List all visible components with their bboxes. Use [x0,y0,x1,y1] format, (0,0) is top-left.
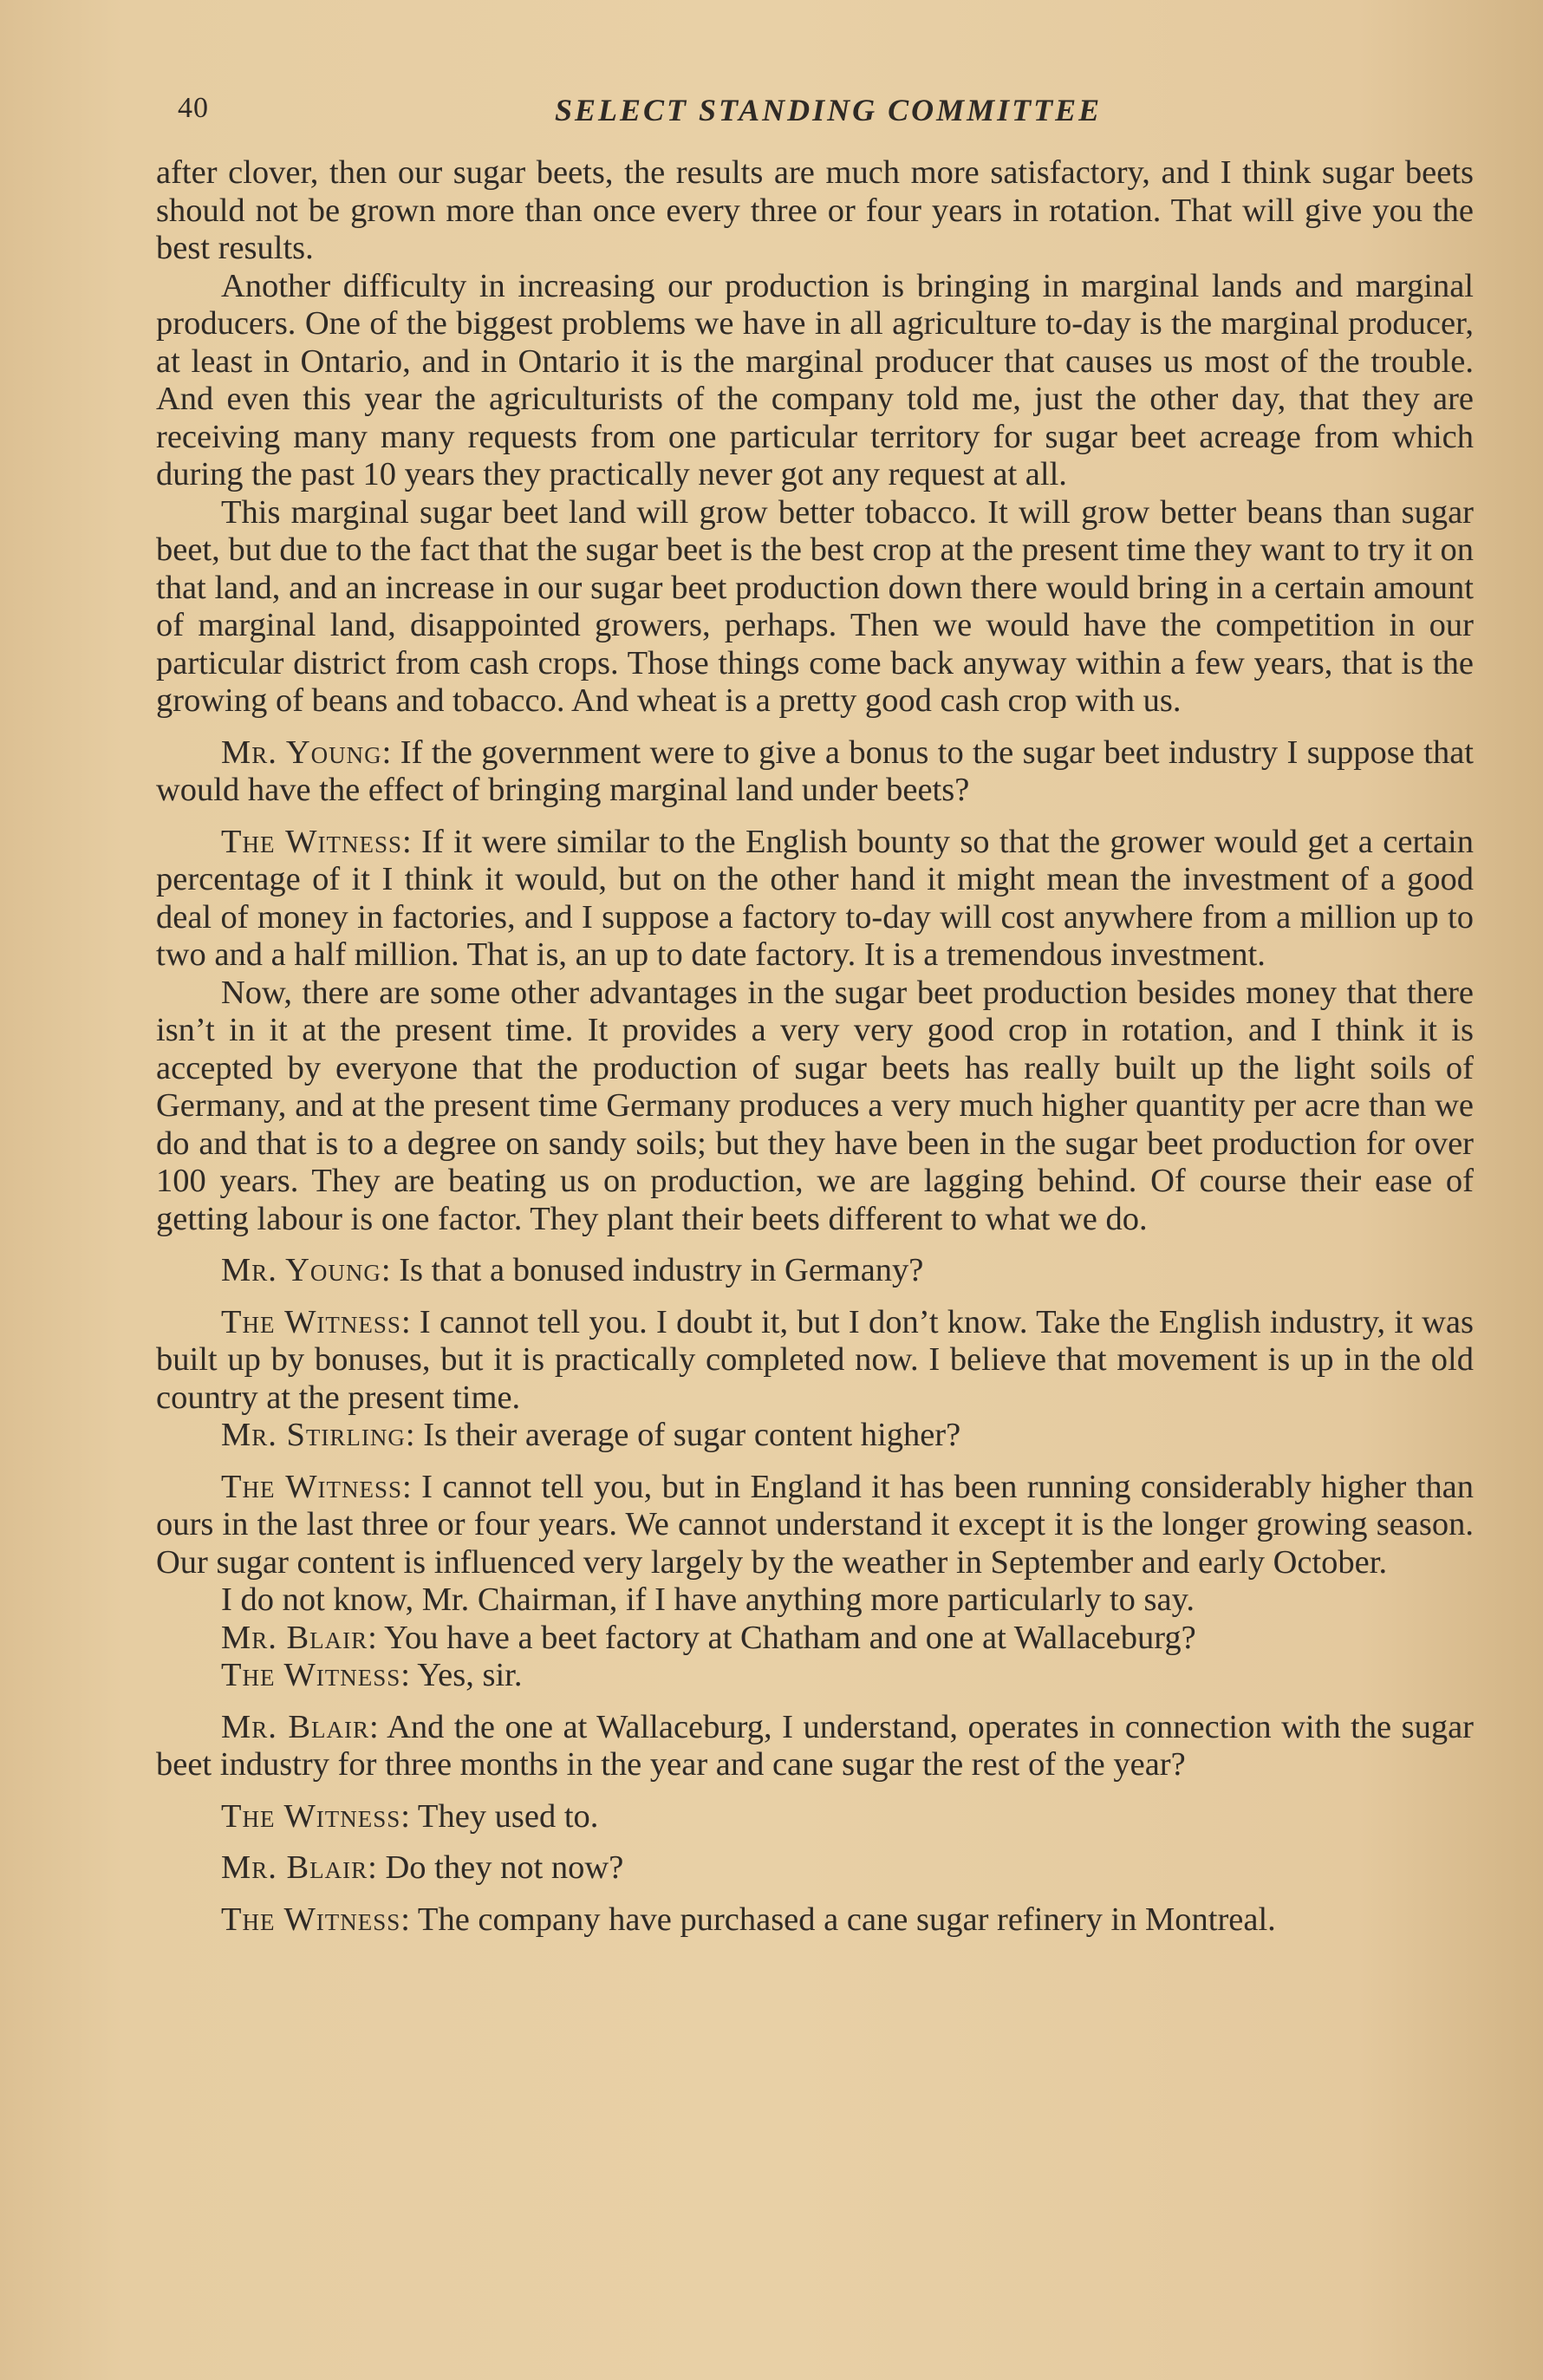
paragraph: after clover, then our sugar beets, the results are much more satisfactory, and I think sugar beets should not be grown more than once every three or four years in rotation. That will give you the best results. [156,154,1474,266]
speaker-name: Mr. Young [221,734,382,771]
page-number: 40 [178,92,209,124]
paragraph: The Witness: They used to. [221,1797,599,1835]
paragraph: This marginal sugar beet land will grow better tobacco. It will grow better beans than sugar beet, but due to the fact that the sugar beet is the best crop at the present time they want to try it on that land, and an increase in our sugar beet production down there would bring in a certain amount of marginal land, disappointed growers, perhaps. Then we would have the competition in our particular district from cash crops. Those things come back anyway within a few years, that is the growing of beans and tobacco. And wheat is a pretty good cash crop with us. [156,493,1474,719]
paragraph: Mr. Young: Is that a bonused industry in Germany? [221,1252,924,1288]
body-text [156,154,1474,1939]
speaker-name: The Witness [221,1797,401,1835]
paragraph: Now, there are some other advantages in the sugar beet production besides money that there isn’t in it at the present time. It provides a very very good crop in rotation, and I think it is accepted by everyone that the production of sugar beets has really built up the light soils of Germany, and at the present time Germany produces a very much higher quantity per acre than we do and that is to a degree on sandy soils; but they have been in the sugar beet production for over 100 years. They are beating us on production, we are lagging behind. Of course their ease of getting labour is one factor. They plant their beets different to what we do. [156,974,1474,1237]
speaker-name: The Witness [221,823,403,860]
paragraph: Mr. Stirling: Is their average of sugar content higher? [221,1417,961,1453]
page-header [178,87,1439,139]
speaker-name: Mr. Young [221,1252,381,1288]
paragraph: I do not know, Mr. Chairman, if I have anything more particularly to say. [221,1581,1195,1618]
speaker-name: Mr. Blair [221,1849,368,1886]
speaker-name: Mr. Stirling [221,1417,406,1453]
speaker-name: The Witness [221,1303,401,1340]
speaker-name: Mr. Blair [221,1708,370,1745]
speaker-name: The Witness [221,1901,401,1938]
paragraph: Mr. Young: If the government were to give a bonus to the sugar beet industry I suppose that would have the effect of bringing marginal land under beets? [156,734,1474,808]
paragraph: Another difficulty in increasing our production is bringing in marginal lands and marginal producers. One of the biggest problems we have in all agriculture to-day is the marginal producer, at least in Ontario, and in Ontario it is the marginal producer that causes us most of the trouble. And even this year the agriculturists of the company told me, just the other day, that they are receiving many many requests from one particular territory for sugar beet acreage from which during the past 10 years they practically never got any request at all. [156,267,1474,492]
paragraph: The Witness: Yes, sir. [221,1657,523,1693]
paragraph: The Witness: The company have purchased a cane sugar refinery in Montreal. [221,1901,1276,1938]
paragraph: Mr. Blair: Do they not now? [221,1849,624,1886]
paragraph: Mr. Blair: You have a beet factory at Chatham and one at Wallaceburg? [221,1619,1196,1656]
paragraph: Mr. Blair: And the one at Wallaceburg, I understand, operates in connection with the sugar beet industry for three months in the year and cane sugar the rest of the year? [156,1708,1474,1783]
paragraph: The Witness: If it were similar to the English bounty so that the grower would get a certain percentage of it I think it would, but on the other hand it might mean the investment of a good deal of money in factories, and I suppose a factory to-day will cost anywhere from a million up to two and a half million. That is, an up to date factory. It is a tremendous investment. [156,823,1474,973]
paragraph: The Witness: I cannot tell you. I doubt it, but I don’t know. Take the English industry, it was built up by bonuses, but it is practically completed now. I believe that movement is up in the old country at the present time. [156,1303,1474,1416]
speaker-name: Mr. Blair [221,1619,368,1656]
running-title: SELECT STANDING COMMITTEE [555,93,1103,127]
speaker-name: The Witness [221,1468,403,1505]
speaker-name: The Witness [221,1657,401,1693]
paragraph: The Witness: I cannot tell you, but in England it has been running considerably higher than ours in the last three or four years. We cannot understand it except it is the longer growing season. Our sugar content is influenced very largely by the weather in September and early October. [156,1468,1474,1581]
